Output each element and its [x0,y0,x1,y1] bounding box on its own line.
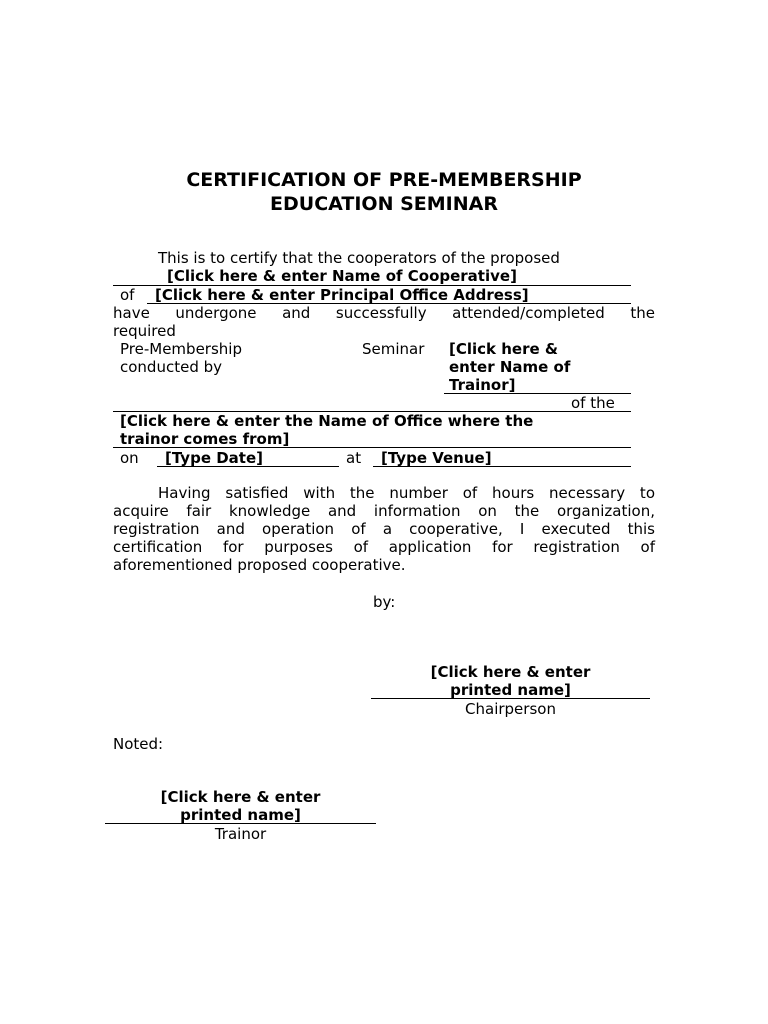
cooperative-name-field[interactable]: [Click here & enter Name of Cooperative] [167,267,517,285]
by-label: by: [373,593,396,611]
office-name-field-line-2[interactable]: trainor comes from] [120,430,290,448]
seminar-label: Seminar [362,340,425,358]
title-line-1: CERTIFICATION OF PRE-MEMBERSHIP [186,169,582,191]
office-name-field-line-1[interactable]: [Click here & enter the Name of Office where the [120,412,534,430]
body-line-2: acquire fair knowledge and information on the organization, [113,502,655,520]
pre-membership-label: Pre-Membership [120,340,242,358]
chairperson-name-field-line-2[interactable]: printed name] [450,681,571,699]
trainor-name-field-line-3[interactable]: Trainor] [449,376,516,394]
body-line-5: aforementioned proposed cooperative. [113,556,406,574]
body-line-3: registration and operation of a cooperative, I executed this [113,520,655,538]
conducted-by-label: conducted by [120,358,223,376]
trainor-name-field-line-2[interactable]: enter Name of [449,358,571,376]
noted-label: Noted: [113,735,164,753]
trainor-name-field-line-1[interactable]: [Click here & enter [160,788,321,806]
at-label: at [346,449,362,467]
body-line-4: certification for purposes of application for registration of [113,538,655,556]
body-line-1: Having satisfied with the number of hours necessary to [158,484,655,502]
intro-text: This is to certify that the cooperators of the proposed [158,249,560,267]
office-name-underline [113,447,631,448]
date-underline [157,466,339,467]
trainor-signature-line [105,823,376,824]
chairperson-role: Chairperson [465,700,556,718]
date-field[interactable]: [Type Date] [165,449,263,467]
title-line-2: EDUCATION SEMINAR [270,193,498,215]
chairperson-signature-line [371,698,650,699]
on-label: on [120,449,139,467]
of-the-label: of the [571,394,615,412]
undergone-line-1: have undergone and successfully attended/completed the [113,304,655,322]
trainor-role: Trainor [214,825,267,843]
principal-address-field[interactable]: [Click here & enter Principal Office Address] [155,286,529,304]
of-label: of [120,286,135,304]
trainor-name-field-line-1[interactable]: [Click here & [449,340,558,358]
venue-field[interactable]: [Type Venue] [381,449,492,467]
chairperson-name-field-line-1[interactable]: [Click here & enter [430,663,591,681]
trainor-name-field-line-2[interactable]: printed name] [180,806,301,824]
undergone-line-2: required [113,322,176,340]
venue-underline [373,466,631,467]
